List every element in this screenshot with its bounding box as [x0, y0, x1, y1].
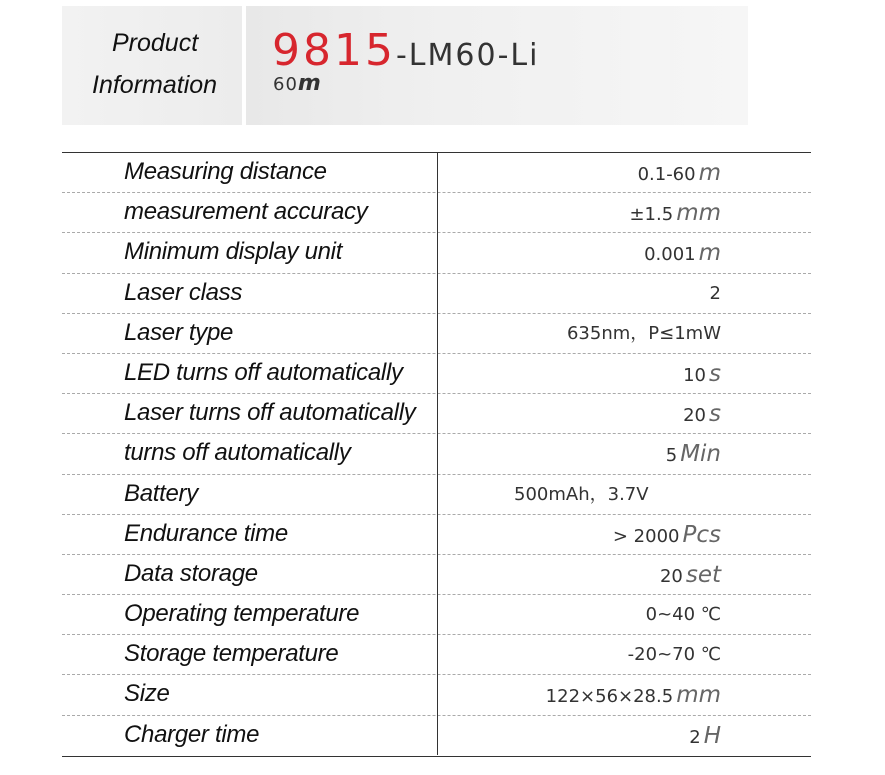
spec-value-unit: s: [709, 360, 721, 387]
model-suffix: -LM60-Li: [395, 38, 540, 73]
spec-value: [683, 354, 721, 394]
spec-value-number: 0~40 ℃: [645, 604, 721, 626]
spec-value-unit: Min: [680, 441, 721, 468]
spec-label: turns off automatically: [124, 439, 351, 467]
model-number: 9815: [272, 25, 396, 76]
spec-value: [638, 153, 721, 193]
spec-value-number: > 2000: [612, 525, 680, 547]
header-label-line2: Information: [92, 71, 218, 99]
spec-value: [689, 716, 721, 756]
spec-label: Data storage: [124, 559, 258, 587]
spec-value-number: 20: [683, 405, 707, 427]
spec-value-number: 122×56×28.5: [545, 686, 674, 708]
spec-value-unit: m: [698, 160, 721, 186]
model-range-number: 60: [273, 74, 298, 95]
spec-value-number: 0.1-60: [637, 164, 696, 185]
spec-value-number: ±1.5: [629, 204, 674, 226]
spec-value-unit: Pcs: [682, 521, 721, 548]
spec-value: [629, 193, 721, 233]
spec-value-unit: mm: [676, 200, 721, 227]
spec-label: Laser type: [124, 318, 234, 346]
spec-label: Laser turns off automatically: [124, 399, 416, 427]
spec-label: Battery: [124, 479, 198, 507]
spec-value-unit: H: [703, 722, 721, 749]
spec-value-number: 2: [709, 282, 721, 304]
spec-label: measurement accuracy: [124, 198, 368, 226]
spec-value: [628, 635, 721, 675]
spec-label: Charger time: [124, 720, 260, 748]
spec-value: [514, 475, 649, 515]
model-range: [273, 71, 321, 96]
spec-value-number: 20: [659, 565, 683, 587]
spec-value-unit: m: [698, 240, 721, 267]
spec-value-number: 0.001: [644, 244, 696, 266]
spec-value: [710, 274, 721, 314]
spec-value-number: 2: [689, 726, 701, 748]
spec-value-unit: set: [685, 561, 721, 588]
spec-value: [660, 555, 721, 595]
spec-label: LED turns off automatically: [124, 358, 403, 386]
spec-value: [683, 394, 721, 434]
spec-label: Storage temperature: [124, 640, 339, 668]
spec-value-number: 10: [683, 364, 707, 386]
spec-value: [567, 314, 721, 354]
header-label-panel: [62, 6, 242, 125]
spec-label: Laser class: [124, 278, 243, 306]
spec-label: Measuring distance: [124, 158, 327, 185]
spec-label: Minimum display unit: [124, 238, 343, 266]
spec-label: Size: [124, 680, 170, 708]
spec-value-number: 635nm，P≤1mW: [566, 322, 721, 344]
header-label-line1: Product: [112, 29, 199, 57]
spec-value: [546, 675, 721, 715]
spec-value-number: -20~70 ℃: [627, 644, 721, 666]
model-range-unit: m: [297, 71, 321, 96]
spec-value: [644, 233, 721, 273]
spec-value: [613, 515, 721, 555]
model-title: [272, 25, 539, 76]
spec-value: [646, 595, 721, 635]
spec-label: Operating temperature: [124, 600, 360, 628]
spec-table-column-divider: [437, 152, 438, 755]
spec-label: Endurance time: [124, 519, 288, 547]
spec-value-unit: s: [709, 401, 721, 428]
spec-value-unit: mm: [676, 682, 721, 709]
spec-value: [666, 434, 721, 474]
spec-value-number: 500mAh，3.7V: [514, 483, 649, 505]
spec-value-number: 5: [665, 445, 678, 467]
